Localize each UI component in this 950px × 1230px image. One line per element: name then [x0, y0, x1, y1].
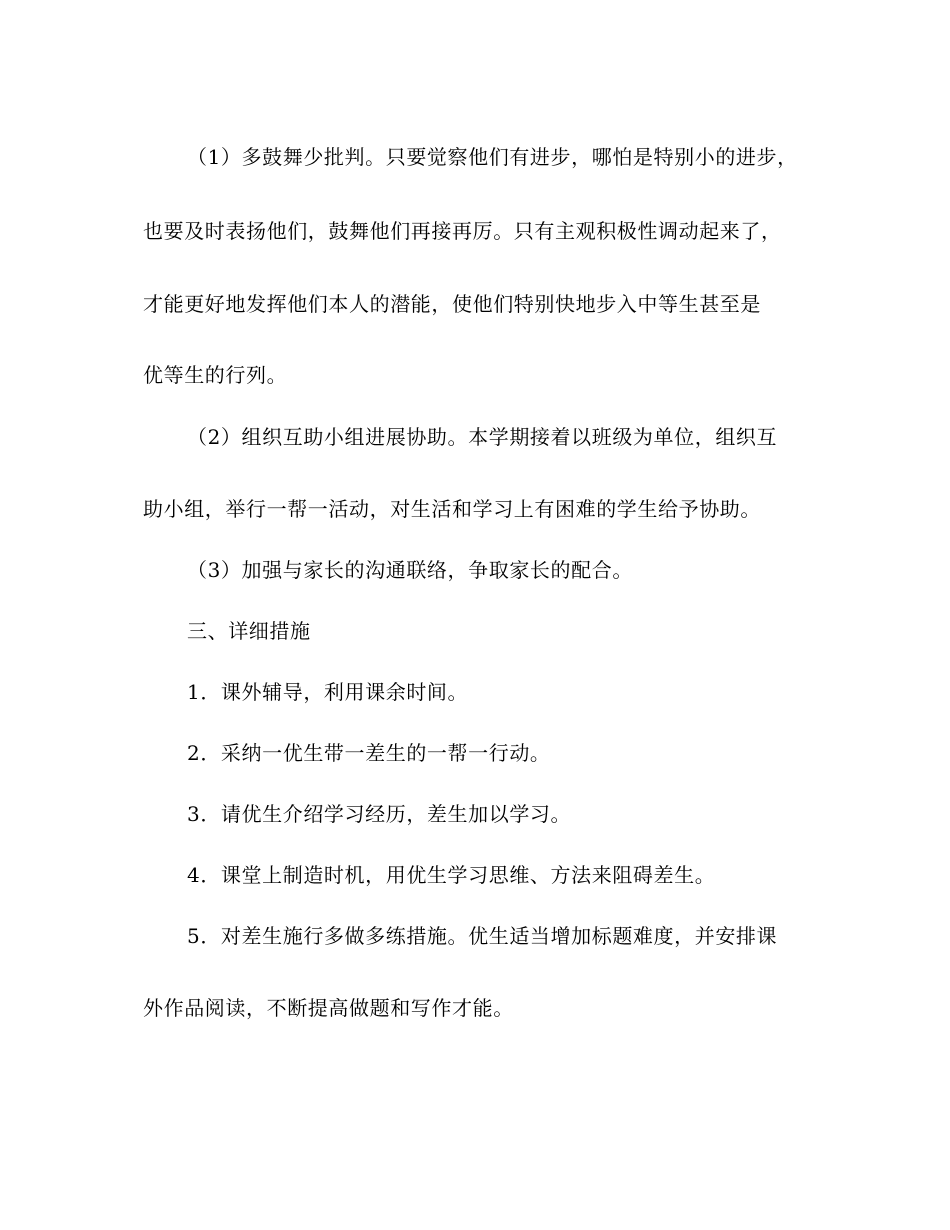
section-heading: 三、详细措施: [187, 619, 311, 643]
measure-3: 3．请优生介绍学习经历，差生加以学习。: [187, 802, 572, 826]
paragraph-1-line-4: 优等生的行列。: [143, 363, 288, 387]
measure-1: 1．课外辅导，利用课余时间。: [187, 680, 469, 704]
paragraph-2-line-1: （2）组织互助小组进展协助。本学期接着以班级为单位，组织互: [187, 425, 778, 449]
paragraph-2-line-2: 助小组，举行一帮一活动，对生活和学习上有困难的学生给予协助。: [143, 497, 761, 521]
measure-4: 4．课堂上制造时机，用优生学习思维、方法来阻碍差生。: [187, 863, 716, 887]
measure-2: 2．采纳一优生带一差生的一帮一行动。: [187, 741, 551, 765]
measure-5-line-2: 外作品阅读，不断提高做题和写作才能。: [143, 996, 514, 1020]
paragraph-1-line-1: （1）多鼓舞少批判。只要觉察他们有进步，哪怕是特别小的进步，: [187, 145, 798, 169]
paragraph-1-line-3: 才能更好地发挥他们本人的潜能，使他们特别快地步入中等生甚至是: [143, 292, 761, 316]
paragraph-3: （3）加强与家长的沟通联络，争取家长的配合。: [187, 558, 633, 582]
paragraph-1-line-2: 也要及时表扬他们，鼓舞他们再接再厉。只有主观积极性调动起来了，: [143, 219, 782, 243]
measure-5-line-1: 5．对差生施行多做多练措施。优生适当增加标题难度，并安排课: [187, 924, 778, 948]
